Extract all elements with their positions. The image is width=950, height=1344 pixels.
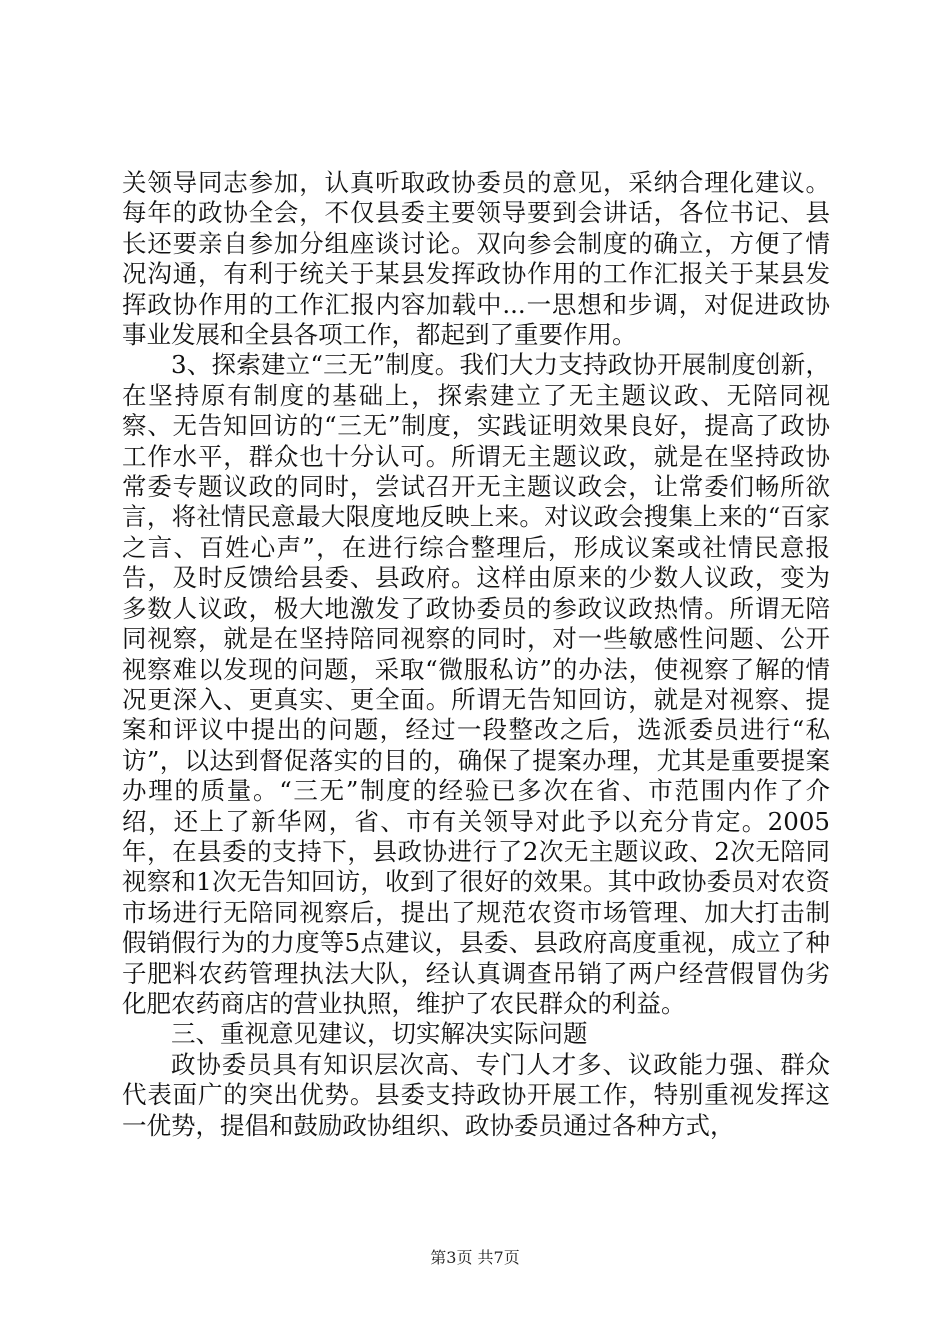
- document-body: [122, 168, 830, 1141]
- paragraph-2: 3、探索建立“三无”制度。我们大力支持政协开展制度创新，在坚持原有制度的基础上，探索建立了无主题议政、无陪同视察、无告知回访的“三无”制度，实践证明效果良好，提高了政协工作水平，群众也十分认可。所谓无主题议政，就是在坚持政协常委专题议政的同时，尝试召开无主题议政会，让常委们畅所欲言，将社情民意最大限度地反映上来。对议政会搜集上来的“百家之言、百姓心声”，在进行综合整理后，形成议案或社情民意报告，及时反馈给县委、县政府。这样由原来的少数人议政，变为多数人议政，极大地激发了政协委员的参政议政热情。所谓无陪同视察，就是在坚持陪同视察的同时，对一些敏感性问题、公开视察难以发现的问题，采取“微服私访”的办法，使视察了解的情况更深入、更真实、更全面。所谓无告知回访，就是对视察、提案和评议中提出的问题，经过一段整改之后，选派委员进行“私访”，以达到督促落实的目的，确保了提案办理，尤其是重要提案办理的质量。“三无”制度的经验已多次在省、市范围内作了介绍，还上了新华网，省、市有关领导对此予以充分肯定。2005年，在县委的支持下，县政协进行了2次无主题议政、2次无陪同视察和1次无告知回访，收到了很好的效果。其中政协委员对农资市场进行无陪同视察后，提出了规范农资市场管理、加大打击制假销假行为的力度等5点建议，县委、县政府高度重视，成立了种子肥料农药管理执法大队，经认真调查吊销了两户经营假冒伪劣化肥农药商店的营业执照，维护了农民群众的利益。: [122, 350, 830, 1018]
- paragraph-4: 政协委员具有知识层次高、专门人才多、议政能力强、群众代表面广的突出优势。县委支持政协开展工作，特别重视发挥这一优势，提倡和鼓励政协组织、政协委员通过各种方式，: [122, 1049, 830, 1140]
- section-heading-3: 三、重视意见建议，切实解决实际问题: [171, 1019, 588, 1049]
- page-number-footer: 第3页 共7页: [430, 1248, 520, 1267]
- paragraph-1: 关领导同志参加，认真听取政协委员的意见，采纳合理化建议。每年的政协全会，不仅县委主要领导要到会讲话，各位书记、县长还要亲自参加分组座谈讨论。双向参会制度的确立，方便了情况沟通，有利于统关于某县发挥政协作用的工作汇报关于某县发挥政协作用的工作汇报内容加载中...一思想和步调，对促进政协事业发展和全县各项工作，都起到了重要作用。: [122, 168, 830, 350]
